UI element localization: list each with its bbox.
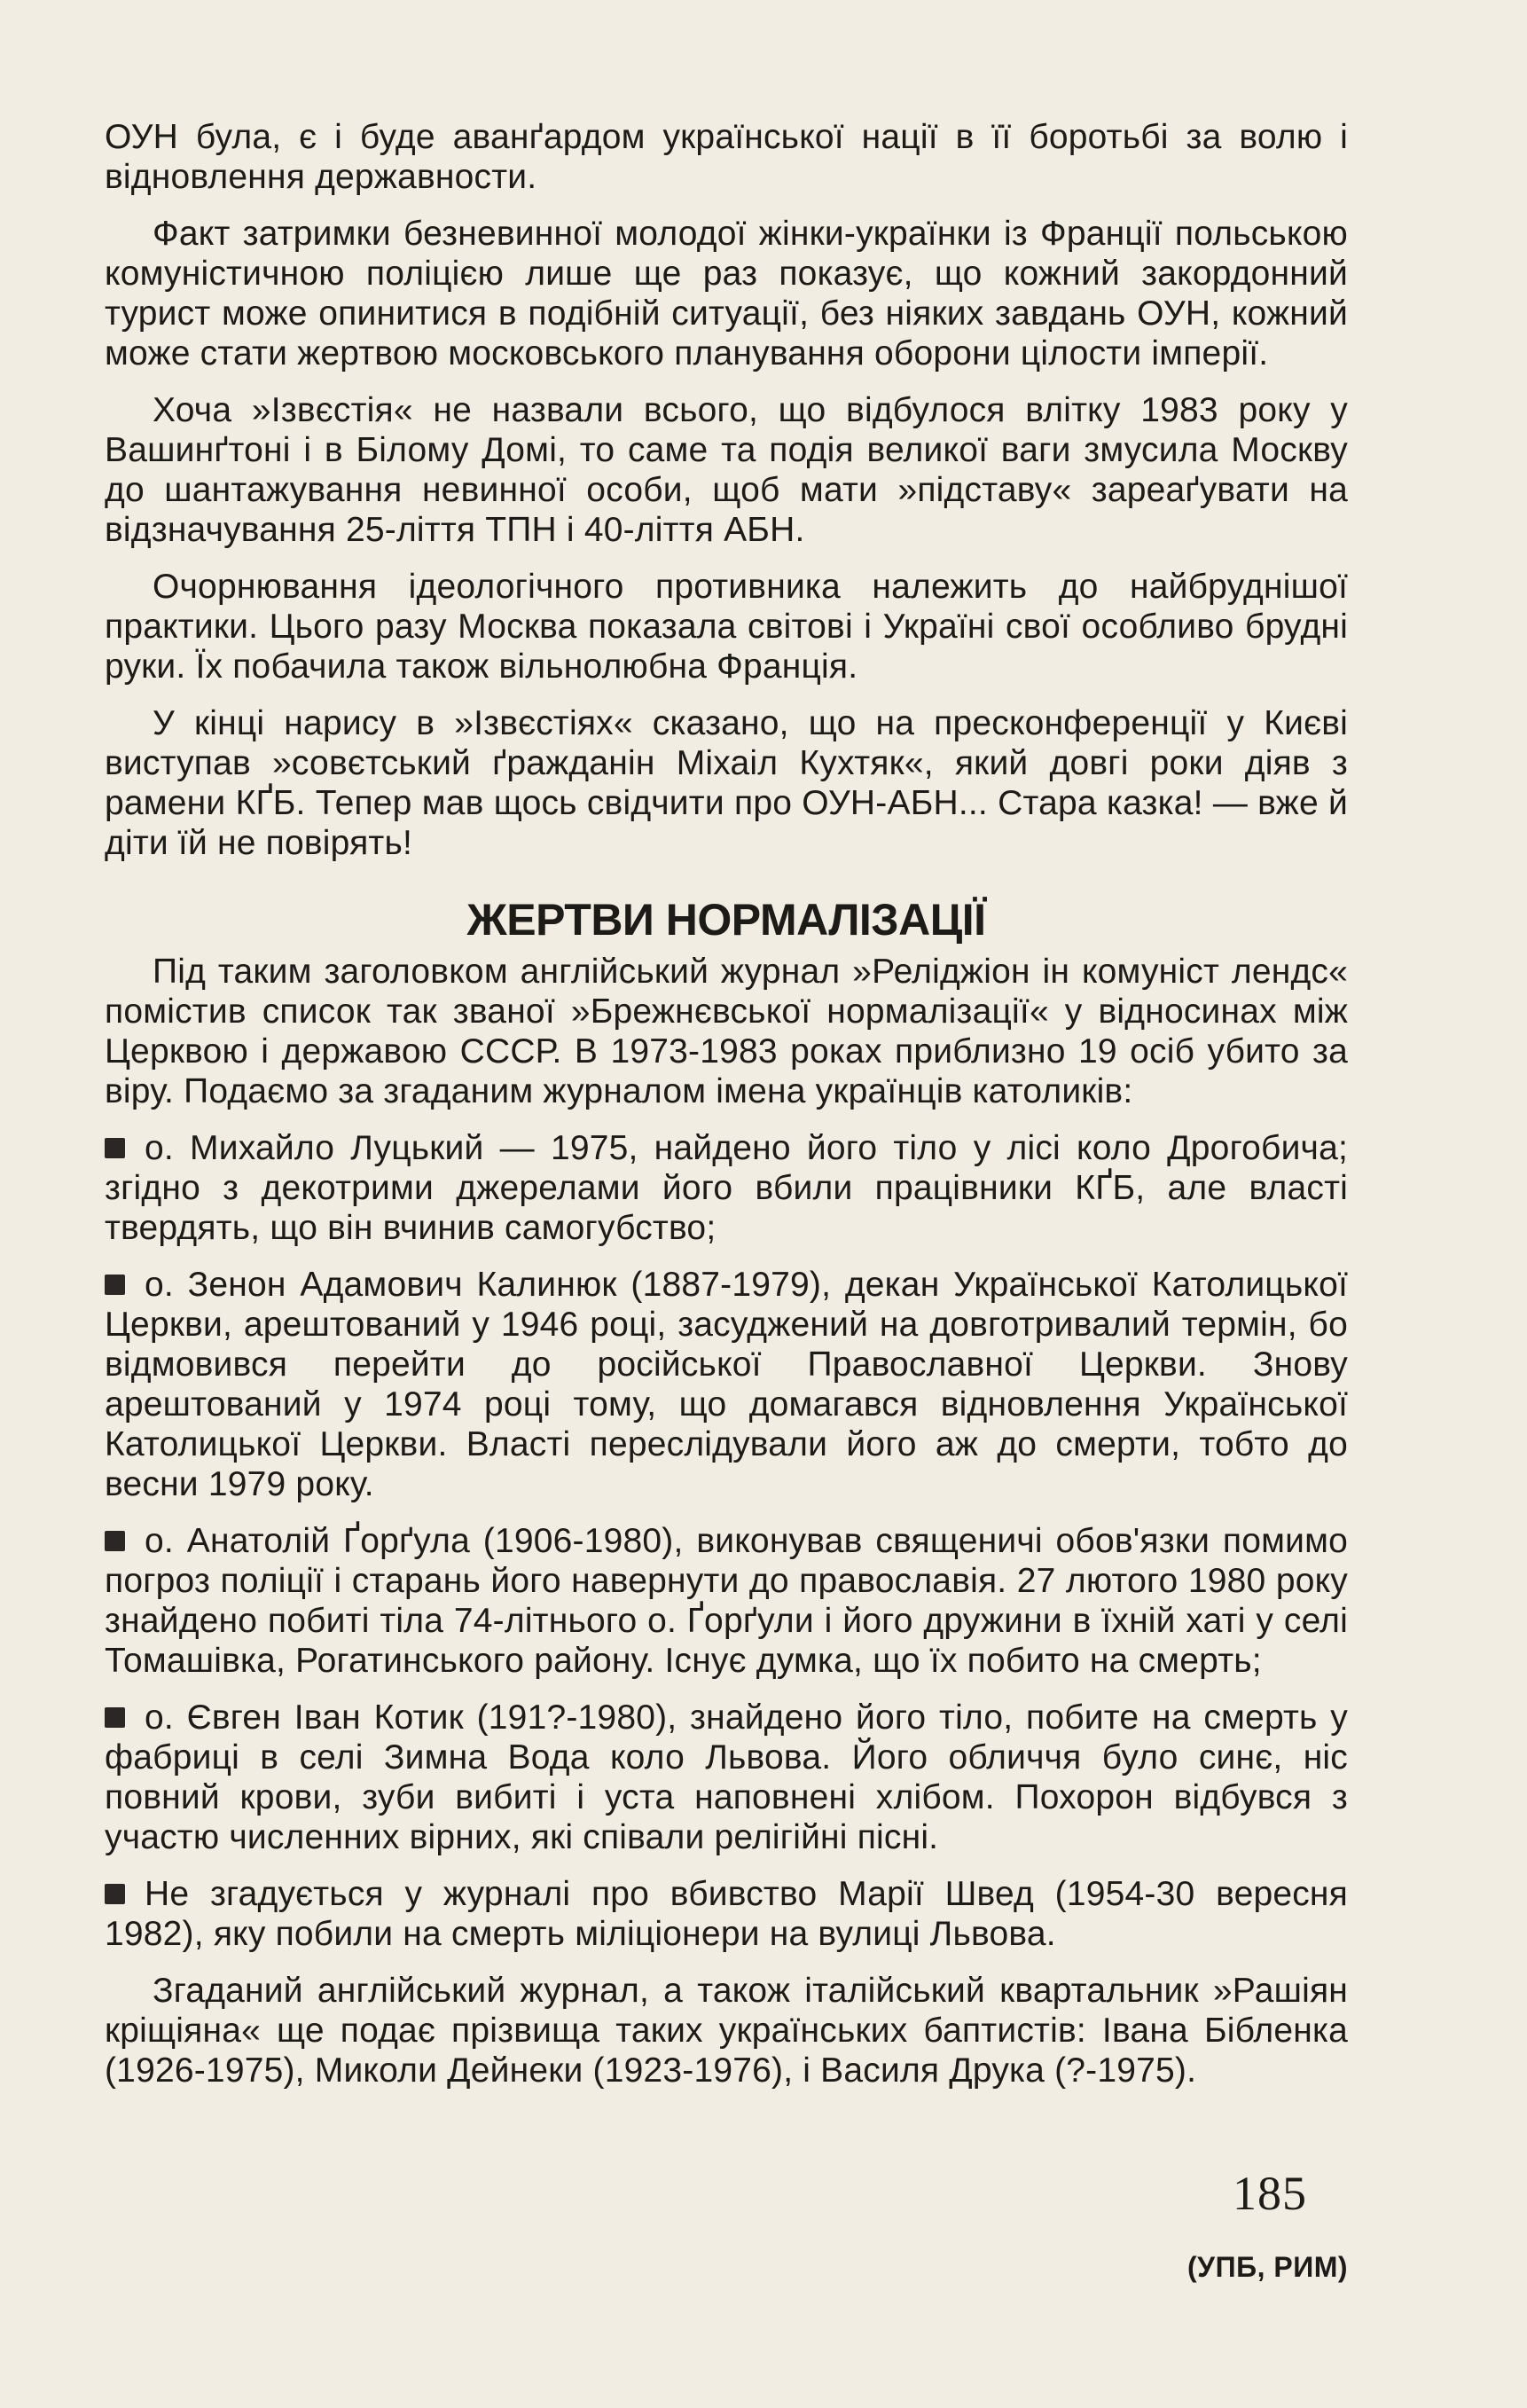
list-item xyxy=(105,1698,1348,1857)
list-item-text: о. Євген Іван Котик (191?-1980), знайдено його тіло, побите на смерть у фабриці в селі Зимна Вода коло Львова. Його обличчя було синє, ніс повний крови, зуби вибиті і уста наповнені хлібом. Похорон відбувся з участю численних вірних, які співали релігійні пісні. xyxy=(105,1698,1348,1856)
list-item xyxy=(105,1874,1348,1954)
square-bullet-icon xyxy=(105,1275,125,1295)
paragraph-intro: Під таким заголовком англійський журнал »Реліджіон ін комуніст лендс« помістив список так званої »Брежнєвської нормалізації« у відносинах між Церквою і державою СССР. В 1973-1983 роках приблизно 19 осіб убито за віру. Подаємо за згаданим журналом імена українців католиків: xyxy=(105,953,1348,1110)
list-item-text: о. Михайло Луцький — 1975, найдено його тіло у лісі коло Дрогобича; згідно з декотрими джерелами його вбили працівники КҐБ, але власті твердять, що він вчинив самогубство; xyxy=(105,1129,1348,1247)
list-item xyxy=(105,1128,1348,1248)
list-item xyxy=(105,1521,1348,1681)
list-item-text: о. Зенон Адамович Калинюк (1887-1979), декан Української Католицької Церкви, арештований у 1946 році, засуджений на довготривалий термін, бо відмовився перейти до російської Православної Церкви. Знову арештований у 1974 році тому, що домагався відновлення Української Католицької Церкви. Власті переслідували його аж до смерти, тобто до весни 1979 року. xyxy=(105,1266,1348,1503)
paragraph-defamation: Очорнювання ідеологічного противника належить до найбруднішої практики. Цього разу Москва показала світові і Україні свої особливо брудні руки. Їх побачила також вільнолюбна Франція. xyxy=(105,568,1348,686)
paragraph-oun: ОУН була, є і буде аванґардом української нації в її боротьбі за волю і відновлення державности. xyxy=(105,118,1348,196)
list-item-text: Не згадується у журналі про вбивство Марії Швед (1954-30 вересня 1982), яку побили на смерть міліціонери на вулиці Львова. xyxy=(105,1875,1348,1953)
square-bullet-icon xyxy=(105,1138,125,1158)
square-bullet-icon xyxy=(105,1884,125,1904)
paragraph-arrest: Факт затримки безневинної молодої жінки-українки із Франції польською комуністичною поліцією лише ще раз показує, що кожний закордонний турист може опинитися в подібній ситуації, без ніяких завдань ОУН, кожний може стати жертвою московського планування оборони цілости імперії. xyxy=(105,215,1348,373)
list-item xyxy=(105,1265,1348,1504)
paragraph-izvestia: Хоча »Ізвєстія« не назвали всього, що відбулося влітку 1983 року у Вашинґтоні і в Білому Домі, то саме та подія великої ваги змусила Москву до шантажування невинної особи, щоб мати »підставу« зареаґувати на відзначування 25-ліття ТПН і 40-ліття АБН. xyxy=(105,391,1348,549)
list-item-text: о. Анатолій Ґорґула (1906-1980), виконував священичі обов'язки помимо погроз поліції і старань його навернути до православія. 27 лютого 1980 року знайдено побиті тіла 74-літнього о. Ґорґули і його дружини в їхній хаті у селі Томашівка, Рогатинського району. Існує думка, що їх побито на смерть; xyxy=(105,1522,1348,1680)
paragraph-press-conference: У кінці нарису в »Ізвєстіях« сказано, що на пресконференції у Києві виступав »совєтський ґражданін Міхаіл Кухтяк«, який довгі роки діяв з рамени КҐБ. Тепер мав щось свідчити про ОУН-АБН... Стара казка! — вже й діти їй не повірять! xyxy=(105,704,1348,862)
square-bullet-icon xyxy=(105,1707,125,1728)
source-attribution: (УПБ, РИМ) xyxy=(1187,2251,1348,2283)
section-heading: ЖЕРТВИ НОРМАЛІЗАЦІЇ xyxy=(466,895,986,945)
square-bullet-icon xyxy=(105,1531,125,1551)
page-number: 185 xyxy=(1233,2167,1307,2220)
paragraph-closing: Згаданий англійський журнал, а також італійський квартальник »Рашіян кріщіяна« ще подає прізвища таких українських баптистів: Івана Бібленка (1926-1975), Миколи Дейнеки (1923-1976), і Василя Друка (?-1975). xyxy=(105,1972,1348,2090)
